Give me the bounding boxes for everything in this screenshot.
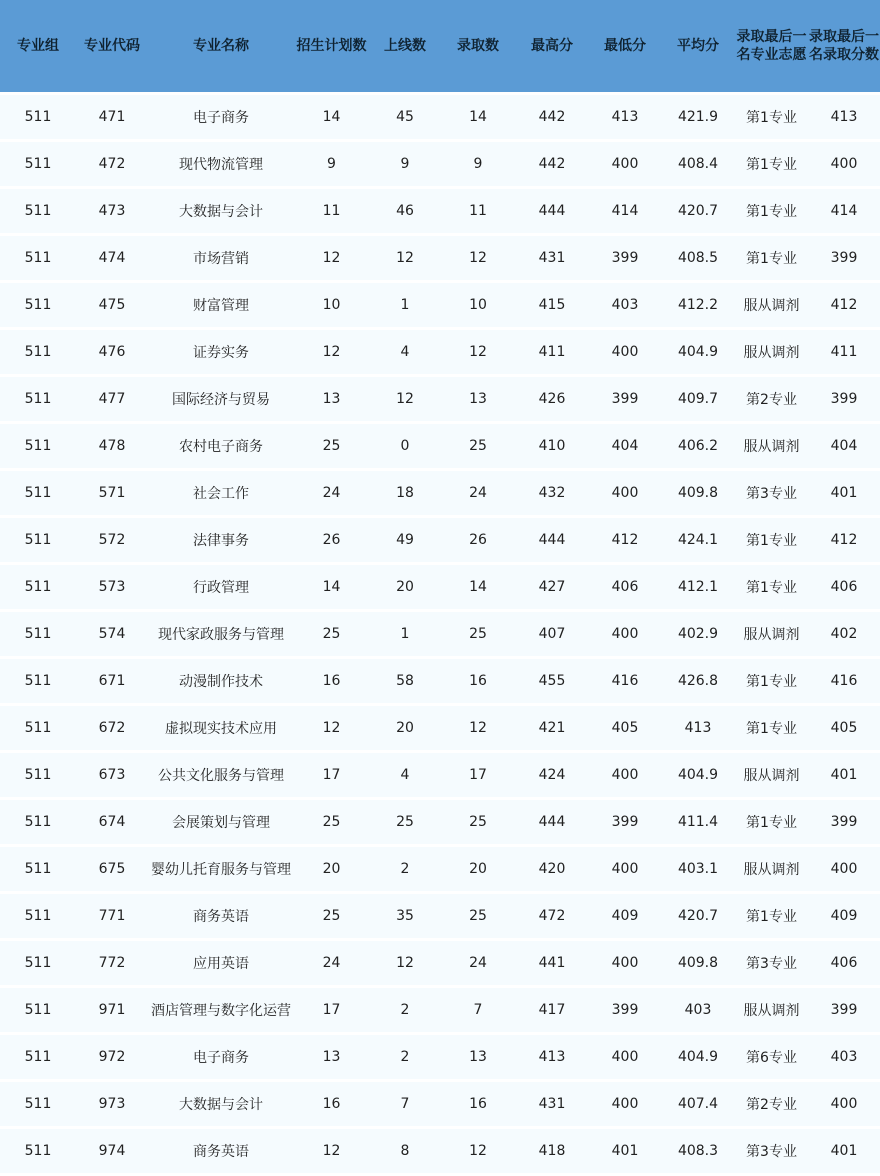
header-major-name: 专业名称 [148,0,294,92]
cell-admitted-count: 25 [441,891,515,938]
cell-major-group: 511 [0,938,76,985]
cell-lowest-score: 399 [589,985,661,1032]
cell-enrollment-plan: 11 [294,186,369,233]
cell-enrollment-plan: 14 [294,92,369,139]
cell-highest-score: 444 [515,186,589,233]
cell-qualified-count: 58 [369,656,441,703]
cell-major-group: 511 [0,327,76,374]
cell-admitted-count: 12 [441,1126,515,1173]
header-row [0,0,880,92]
cell-lowest-score: 399 [589,374,661,421]
cell-average-score: 409.7 [661,374,735,421]
cell-average-score: 424.1 [661,515,735,562]
cell-major-name: 大数据与会计 [148,186,294,233]
cell-lowest-score: 400 [589,327,661,374]
cell-lowest-score: 409 [589,891,661,938]
cell-major-name: 行政管理 [148,562,294,609]
cell-major-group: 511 [0,139,76,186]
cell-last-admitted-preference: 服从调剂 [735,844,808,891]
cell-major-name: 公共文化服务与管理 [148,750,294,797]
cell-major-group: 511 [0,656,76,703]
cell-admitted-count: 9 [441,139,515,186]
cell-admitted-count: 25 [441,609,515,656]
table-row [0,233,880,280]
cell-major-code: 477 [76,374,148,421]
cell-major-name: 电子商务 [148,92,294,139]
cell-lowest-score: 400 [589,1032,661,1079]
header-highest-score: 最高分 [515,0,589,92]
cell-major-name: 商务英语 [148,891,294,938]
cell-admitted-count: 11 [441,186,515,233]
cell-major-group: 511 [0,1126,76,1173]
cell-lowest-score: 403 [589,280,661,327]
cell-highest-score: 418 [515,1126,589,1173]
cell-major-code: 672 [76,703,148,750]
table-row [0,327,880,374]
cell-admitted-count: 13 [441,1032,515,1079]
cell-admitted-count: 25 [441,421,515,468]
cell-last-admitted-preference: 第1专业 [735,562,808,609]
cell-qualified-count: 2 [369,985,441,1032]
header-major-code: 专业代码 [76,0,148,92]
cell-lowest-score: 400 [589,609,661,656]
cell-highest-score: 431 [515,233,589,280]
cell-major-name: 婴幼儿托育服务与管理 [148,844,294,891]
header-average-score: 平均分 [661,0,735,92]
cell-highest-score: 444 [515,515,589,562]
cell-last-admitted-preference: 第1专业 [735,797,808,844]
cell-last-admitted-score: 411 [808,327,880,374]
cell-major-name: 财富管理 [148,280,294,327]
cell-admitted-count: 24 [441,468,515,515]
cell-qualified-count: 1 [369,609,441,656]
cell-average-score: 404.9 [661,327,735,374]
cell-major-group: 511 [0,844,76,891]
cell-last-admitted-score: 414 [808,186,880,233]
cell-lowest-score: 400 [589,844,661,891]
cell-major-group: 511 [0,186,76,233]
cell-major-name: 国际经济与贸易 [148,374,294,421]
cell-major-code: 971 [76,985,148,1032]
cell-major-group: 511 [0,1079,76,1126]
cell-average-score: 404.9 [661,1032,735,1079]
cell-last-admitted-score: 409 [808,891,880,938]
cell-average-score: 408.4 [661,139,735,186]
table-body [0,92,880,1173]
cell-qualified-count: 20 [369,703,441,750]
cell-admitted-count: 13 [441,374,515,421]
cell-enrollment-plan: 9 [294,139,369,186]
cell-major-name: 酒店管理与数字化运营 [148,985,294,1032]
cell-average-score: 412.1 [661,562,735,609]
cell-major-name: 商务英语 [148,1126,294,1173]
cell-last-admitted-preference: 第2专业 [735,374,808,421]
cell-major-code: 771 [76,891,148,938]
cell-major-code: 572 [76,515,148,562]
cell-major-code: 973 [76,1079,148,1126]
cell-last-admitted-score: 412 [808,280,880,327]
cell-major-code: 478 [76,421,148,468]
header-qualified-count: 上线数 [369,0,441,92]
cell-average-score: 409.8 [661,468,735,515]
cell-last-admitted-score: 413 [808,92,880,139]
cell-major-code: 574 [76,609,148,656]
table-row [0,562,880,609]
cell-admitted-count: 25 [441,797,515,844]
cell-enrollment-plan: 24 [294,938,369,985]
cell-enrollment-plan: 12 [294,233,369,280]
cell-last-admitted-score: 400 [808,844,880,891]
cell-qualified-count: 45 [369,92,441,139]
cell-average-score: 402.9 [661,609,735,656]
cell-admitted-count: 24 [441,938,515,985]
cell-major-name: 大数据与会计 [148,1079,294,1126]
cell-highest-score: 444 [515,797,589,844]
cell-highest-score: 415 [515,280,589,327]
table-row [0,280,880,327]
table-row [0,186,880,233]
cell-last-admitted-score: 399 [808,797,880,844]
cell-last-admitted-score: 401 [808,750,880,797]
cell-qualified-count: 4 [369,750,441,797]
cell-qualified-count: 2 [369,1032,441,1079]
cell-last-admitted-preference: 第1专业 [735,139,808,186]
cell-major-group: 511 [0,468,76,515]
cell-qualified-count: 46 [369,186,441,233]
cell-last-admitted-score: 412 [808,515,880,562]
cell-major-code: 473 [76,186,148,233]
cell-enrollment-plan: 17 [294,985,369,1032]
cell-last-admitted-preference: 第3专业 [735,938,808,985]
cell-major-code: 475 [76,280,148,327]
cell-major-name: 现代家政服务与管理 [148,609,294,656]
table-row [0,703,880,750]
cell-major-code: 974 [76,1126,148,1173]
cell-lowest-score: 404 [589,421,661,468]
cell-average-score: 404.9 [661,750,735,797]
cell-highest-score: 424 [515,750,589,797]
cell-admitted-count: 12 [441,233,515,280]
cell-major-name: 法律事务 [148,515,294,562]
cell-enrollment-plan: 10 [294,280,369,327]
cell-qualified-count: 4 [369,327,441,374]
cell-major-group: 511 [0,891,76,938]
cell-qualified-count: 2 [369,844,441,891]
cell-qualified-count: 9 [369,139,441,186]
cell-enrollment-plan: 12 [294,327,369,374]
header-last-admitted-preference: 录取最后一 名专业志愿 [735,0,808,92]
cell-major-code: 472 [76,139,148,186]
cell-enrollment-plan: 25 [294,609,369,656]
cell-major-group: 511 [0,703,76,750]
cell-lowest-score: 400 [589,938,661,985]
table-row [0,1079,880,1126]
cell-average-score: 407.4 [661,1079,735,1126]
header-admitted-count: 录取数 [441,0,515,92]
cell-average-score: 409.8 [661,938,735,985]
cell-admitted-count: 26 [441,515,515,562]
cell-qualified-count: 7 [369,1079,441,1126]
cell-major-code: 972 [76,1032,148,1079]
cell-last-admitted-score: 404 [808,421,880,468]
cell-last-admitted-preference: 第1专业 [735,891,808,938]
cell-last-admitted-score: 399 [808,374,880,421]
header-last-admitted-score: 录取最后一 名录取分数 [808,0,880,92]
cell-major-group: 511 [0,515,76,562]
cell-last-admitted-preference: 第1专业 [735,233,808,280]
cell-lowest-score: 400 [589,139,661,186]
cell-highest-score: 455 [515,656,589,703]
cell-enrollment-plan: 13 [294,1032,369,1079]
cell-major-name: 现代物流管理 [148,139,294,186]
cell-qualified-count: 1 [369,280,441,327]
cell-qualified-count: 35 [369,891,441,938]
cell-major-code: 772 [76,938,148,985]
cell-major-group: 511 [0,985,76,1032]
cell-admitted-count: 10 [441,280,515,327]
cell-last-admitted-preference: 第1专业 [735,703,808,750]
cell-last-admitted-preference: 服从调剂 [735,750,808,797]
cell-last-admitted-score: 406 [808,938,880,985]
cell-admitted-count: 14 [441,562,515,609]
cell-average-score: 421.9 [661,92,735,139]
cell-enrollment-plan: 26 [294,515,369,562]
cell-highest-score: 472 [515,891,589,938]
header-major-group: 专业组 [0,0,76,92]
cell-qualified-count: 18 [369,468,441,515]
table-row [0,985,880,1032]
cell-major-name: 电子商务 [148,1032,294,1079]
cell-major-name: 应用英语 [148,938,294,985]
cell-highest-score: 407 [515,609,589,656]
cell-enrollment-plan: 16 [294,1079,369,1126]
cell-lowest-score: 400 [589,1079,661,1126]
cell-enrollment-plan: 16 [294,656,369,703]
cell-lowest-score: 405 [589,703,661,750]
cell-major-group: 511 [0,750,76,797]
cell-highest-score: 427 [515,562,589,609]
table-row [0,891,880,938]
cell-major-name: 会展策划与管理 [148,797,294,844]
table-row [0,515,880,562]
cell-major-group: 511 [0,280,76,327]
cell-lowest-score: 399 [589,233,661,280]
cell-admitted-count: 12 [441,327,515,374]
cell-highest-score: 442 [515,92,589,139]
cell-average-score: 408.5 [661,233,735,280]
table-row [0,139,880,186]
cell-admitted-count: 7 [441,985,515,1032]
table-row [0,374,880,421]
cell-enrollment-plan: 12 [294,1126,369,1173]
cell-lowest-score: 400 [589,468,661,515]
cell-highest-score: 432 [515,468,589,515]
cell-major-group: 511 [0,374,76,421]
cell-last-admitted-score: 402 [808,609,880,656]
cell-last-admitted-score: 400 [808,1079,880,1126]
cell-average-score: 403.1 [661,844,735,891]
cell-admitted-count: 16 [441,1079,515,1126]
cell-last-admitted-score: 400 [808,139,880,186]
cell-major-group: 511 [0,609,76,656]
cell-enrollment-plan: 17 [294,750,369,797]
cell-major-name: 市场营销 [148,233,294,280]
cell-last-admitted-preference: 第1专业 [735,186,808,233]
cell-highest-score: 431 [515,1079,589,1126]
cell-last-admitted-score: 401 [808,1126,880,1173]
cell-last-admitted-preference: 服从调剂 [735,421,808,468]
cell-highest-score: 417 [515,985,589,1032]
cell-admitted-count: 14 [441,92,515,139]
cell-major-group: 511 [0,1032,76,1079]
cell-major-group: 511 [0,562,76,609]
table-row [0,1032,880,1079]
cell-last-admitted-preference: 服从调剂 [735,327,808,374]
cell-average-score: 411.4 [661,797,735,844]
cell-average-score: 426.8 [661,656,735,703]
cell-last-admitted-score: 406 [808,562,880,609]
cell-major-code: 471 [76,92,148,139]
cell-lowest-score: 406 [589,562,661,609]
cell-enrollment-plan: 25 [294,421,369,468]
table-row [0,609,880,656]
cell-major-name: 社会工作 [148,468,294,515]
cell-major-group: 511 [0,92,76,139]
cell-lowest-score: 412 [589,515,661,562]
cell-enrollment-plan: 20 [294,844,369,891]
cell-qualified-count: 12 [369,233,441,280]
cell-major-code: 573 [76,562,148,609]
cell-admitted-count: 20 [441,844,515,891]
table-row [0,92,880,139]
cell-highest-score: 426 [515,374,589,421]
table-row [0,421,880,468]
cell-lowest-score: 400 [589,750,661,797]
cell-major-group: 511 [0,421,76,468]
cell-major-code: 476 [76,327,148,374]
cell-major-code: 674 [76,797,148,844]
cell-average-score: 408.3 [661,1126,735,1173]
cell-major-name: 农村电子商务 [148,421,294,468]
cell-enrollment-plan: 25 [294,891,369,938]
cell-average-score: 406.2 [661,421,735,468]
cell-major-code: 671 [76,656,148,703]
cell-last-admitted-preference: 服从调剂 [735,609,808,656]
cell-lowest-score: 399 [589,797,661,844]
cell-major-code: 673 [76,750,148,797]
cell-qualified-count: 20 [369,562,441,609]
cell-lowest-score: 416 [589,656,661,703]
cell-enrollment-plan: 24 [294,468,369,515]
cell-last-admitted-preference: 第2专业 [735,1079,808,1126]
cell-average-score: 420.7 [661,186,735,233]
cell-last-admitted-preference: 第6专业 [735,1032,808,1079]
cell-highest-score: 410 [515,421,589,468]
header-enrollment-plan: 招生计划数 [294,0,369,92]
cell-highest-score: 442 [515,139,589,186]
table-row [0,468,880,515]
cell-average-score: 403 [661,985,735,1032]
cell-major-code: 675 [76,844,148,891]
cell-major-name: 动漫制作技术 [148,656,294,703]
cell-major-name: 虚拟现实技术应用 [148,703,294,750]
cell-enrollment-plan: 13 [294,374,369,421]
cell-qualified-count: 12 [369,938,441,985]
cell-lowest-score: 413 [589,92,661,139]
cell-qualified-count: 25 [369,797,441,844]
cell-last-admitted-score: 403 [808,1032,880,1079]
cell-major-group: 511 [0,233,76,280]
cell-qualified-count: 0 [369,421,441,468]
cell-admitted-count: 12 [441,703,515,750]
table-header [0,0,880,92]
cell-last-admitted-preference: 第1专业 [735,92,808,139]
cell-highest-score: 441 [515,938,589,985]
cell-major-group: 511 [0,797,76,844]
cell-major-name: 证券实务 [148,327,294,374]
table-row [0,1126,880,1173]
cell-highest-score: 420 [515,844,589,891]
cell-admitted-count: 17 [441,750,515,797]
cell-enrollment-plan: 25 [294,797,369,844]
cell-enrollment-plan: 12 [294,703,369,750]
cell-last-admitted-preference: 服从调剂 [735,985,808,1032]
cell-last-admitted-preference: 第1专业 [735,515,808,562]
cell-lowest-score: 414 [589,186,661,233]
cell-lowest-score: 401 [589,1126,661,1173]
header-lowest-score: 最低分 [589,0,661,92]
cell-enrollment-plan: 14 [294,562,369,609]
cell-admitted-count: 16 [441,656,515,703]
cell-last-admitted-score: 416 [808,656,880,703]
cell-average-score: 412.2 [661,280,735,327]
cell-highest-score: 413 [515,1032,589,1079]
table-row [0,844,880,891]
cell-last-admitted-score: 405 [808,703,880,750]
cell-last-admitted-score: 399 [808,233,880,280]
table-row [0,656,880,703]
table-row [0,938,880,985]
cell-highest-score: 421 [515,703,589,750]
cell-qualified-count: 12 [369,374,441,421]
cell-last-admitted-score: 399 [808,985,880,1032]
cell-qualified-count: 49 [369,515,441,562]
cell-average-score: 420.7 [661,891,735,938]
cell-last-admitted-preference: 第3专业 [735,468,808,515]
cell-last-admitted-preference: 服从调剂 [735,280,808,327]
cell-qualified-count: 8 [369,1126,441,1173]
table-row [0,750,880,797]
cell-highest-score: 411 [515,327,589,374]
cell-major-code: 571 [76,468,148,515]
cell-last-admitted-score: 401 [808,468,880,515]
cell-last-admitted-preference: 第3专业 [735,1126,808,1173]
cell-average-score: 413 [661,703,735,750]
table-row [0,797,880,844]
cell-last-admitted-preference: 第1专业 [735,656,808,703]
cell-major-code: 474 [76,233,148,280]
